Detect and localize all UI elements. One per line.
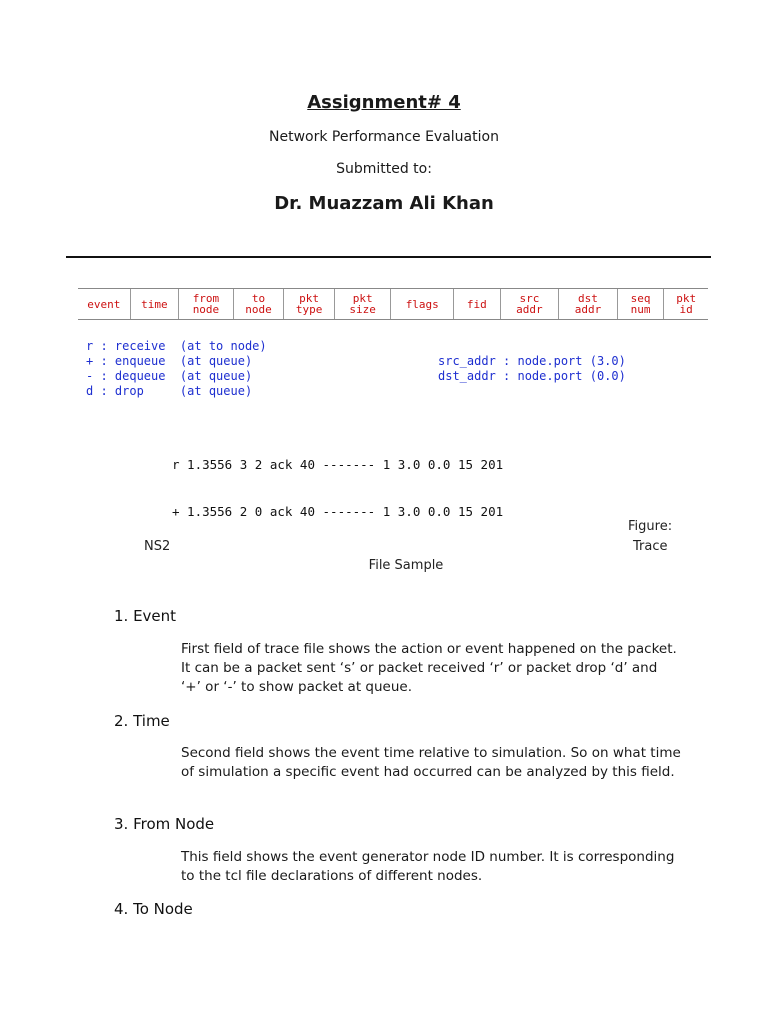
caption-figure: Figure: — [628, 519, 673, 534]
section-body-time — [181, 744, 681, 782]
event-codes: r : receive (at to node) + : enqueue (at queue) - : dequeue (at queue) d : drop (at queue) — [86, 339, 267, 398]
column-header: pkt type — [284, 289, 335, 319]
course-name: Network Performance Evaluation — [269, 129, 499, 145]
column-header: to node — [234, 289, 285, 319]
paragraph: This field shows the event generator node ID number. It is corresponding to the tcl file declarations of different nodes. — [181, 849, 675, 884]
instructor-name: Dr. Muazzam Ali Khan — [274, 193, 494, 214]
caption-ns2: NS2 — [144, 539, 171, 554]
paragraph: First field of trace file shows the action or event happened on the packet. It can be a packet sent ‘s’ or packet received ‘r’ or packet drop ‘d’ and ‘+’ or ‘-’ to show packet at queue. — [181, 641, 677, 695]
document-title: Assignment# 4 — [307, 92, 461, 113]
column-header: flags — [391, 289, 454, 319]
column-header: pkt size — [335, 289, 392, 319]
caption-trace: Trace — [633, 539, 668, 554]
submitted-to-label: Submitted to: — [336, 161, 432, 177]
paragraph: Second field shows the event time relative to simulation. So on what time of simulation a specific event had occurred can be analyzed by this field. — [181, 745, 681, 780]
trace-line: + 1.3556 2 0 ack 40 ------- 1 3.0 0.0 15 201 — [172, 503, 504, 519]
column-header: from node — [179, 289, 234, 319]
section-body-from-node — [181, 848, 681, 886]
section-heading-from-node: 3. From Node — [114, 815, 215, 833]
event-legend — [86, 339, 686, 401]
horizontal-divider — [66, 256, 711, 258]
column-header: event — [78, 289, 131, 319]
column-header: seq num — [618, 289, 665, 319]
section-heading-time: 2. Time — [114, 712, 170, 730]
trace-line: r 1.3556 3 2 ack 40 ------- 1 3.0 0.0 15 201 — [172, 457, 504, 472]
trace-sample — [172, 426, 602, 542]
caption-file-sample: File Sample — [368, 558, 444, 573]
column-header: fid — [454, 289, 501, 319]
column-header: dst addr — [559, 289, 618, 319]
trace-format-header — [78, 288, 708, 320]
section-heading-to-node: 4. To Node — [114, 900, 193, 918]
section-heading-event: 1. Event — [114, 607, 177, 625]
section-body-event — [181, 640, 681, 697]
address-format: src_addr : node.port (3.0) dst_addr : node.port (0.0) — [438, 354, 626, 383]
column-header: pkt id — [676, 292, 697, 316]
column-header: time — [131, 289, 180, 319]
column-header: src addr — [501, 289, 560, 319]
